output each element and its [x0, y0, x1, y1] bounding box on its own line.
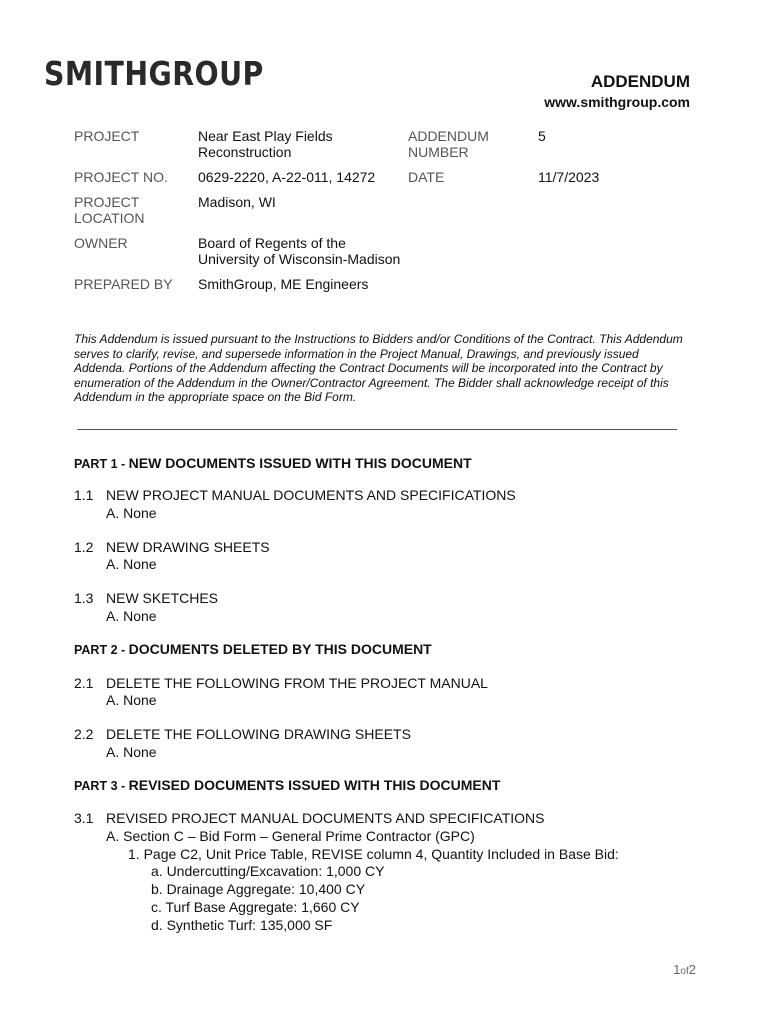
intro-paragraph: This Addendum is issued pursuant to the Instructions to Bidders and/or Conditions of the Contract. This Addendum serves to clarify, revise, and supersede information in the Project Manual, Drawings, and previously issued Addenda. Portions of the Addendum affecting the Contract Documents will be incorporated into the Contract by enumeration of the Addendum in the Owner/Contractor Agreement. The Bidder shall acknowledge receipt of this Addendum in the appropriate space on the Bid Form.: [74, 332, 683, 404]
part-2-number: PART 2 -: [74, 643, 129, 657]
divider: [77, 429, 677, 430]
item-2-1: [74, 675, 488, 692]
item-number: 2.1: [74, 675, 94, 691]
date-value: 11/7/2023: [538, 169, 600, 185]
list-item: c. Turf Base Aggregate: 1,660 CY: [151, 899, 360, 915]
project-value-line1: Near East Play Fields: [198, 128, 333, 144]
project-label: PROJECT: [74, 128, 140, 144]
document-title: ADDENDUM: [590, 72, 690, 91]
item-1-3: [74, 590, 218, 607]
page-total: 2: [688, 962, 696, 977]
prepared-by-label: PREPARED BY: [74, 276, 173, 292]
item-text: NEW PROJECT MANUAL DOCUMENTS AND SPECIFICATIONS: [106, 487, 516, 503]
part-2-heading: [74, 641, 432, 657]
date-label: DATE: [408, 169, 445, 185]
list-item: a. Undercutting/Excavation: 1,000 CY: [151, 863, 385, 879]
item-number: 1.2: [74, 539, 94, 555]
item-number: 3.1: [74, 810, 94, 826]
location-label: [74, 194, 198, 226]
item-number: 2.2: [74, 726, 94, 742]
item-number: 1.3: [74, 590, 94, 606]
location-value: Madison, WI: [198, 194, 276, 210]
prepared-by-value: SmithGroup, ME Engineers: [198, 276, 369, 292]
page-of: of: [680, 966, 689, 977]
info-row-prepared-by: [74, 276, 599, 292]
smithgroup-logo: SMITHGROUP: [44, 54, 264, 93]
item-number: 1.1: [74, 487, 94, 503]
list-item: d. Synthetic Turf: 135,000 SF: [151, 917, 333, 933]
item-text: NEW SKETCHES: [106, 590, 219, 606]
part-3-title: REVISED DOCUMENTS ISSUED WITH THIS DOCUMENT: [128, 777, 501, 793]
owner-value-line1: Board of Regents of the: [198, 235, 346, 251]
location-label-line1: PROJECT: [74, 194, 140, 210]
item-3-1-subsub: 1. Page C2, Unit Price Table, REVISE column 4, Quantity Included in Base Bid:: [128, 846, 619, 862]
project-no-label: PROJECT NO.: [74, 169, 168, 185]
addendum-number-value: 5: [538, 128, 546, 144]
item-text: DELETE THE FOLLOWING FROM THE PROJECT MANUAL: [106, 675, 488, 691]
part-1-title: NEW DOCUMENTS ISSUED WITH THIS DOCUMENT: [128, 455, 472, 471]
addendum-number-label: [408, 128, 538, 160]
item-3-1: [74, 810, 544, 827]
item-1-1-sub: A. None: [106, 505, 157, 521]
item-1-3-sub: A. None: [106, 608, 157, 624]
project-value-line2: Reconstruction: [198, 144, 292, 160]
info-row-project: [74, 128, 599, 160]
project-no-value: 0629-2220, A-22-011, 14272: [198, 169, 376, 185]
addendum-number-label-line2: NUMBER: [408, 144, 469, 160]
item-text: DELETE THE FOLLOWING DRAWING SHEETS: [106, 726, 411, 742]
item-text: NEW DRAWING SHEETS: [106, 539, 270, 555]
item-1-2: [74, 539, 270, 556]
part-3-number: PART 3 -: [74, 779, 129, 793]
part-1-number: PART 1 -: [74, 457, 129, 471]
location-label-line2: LOCATION: [74, 210, 145, 226]
item-text: REVISED PROJECT MANUAL DOCUMENTS AND SPECIFICATIONS: [106, 810, 545, 826]
page-number: [673, 962, 696, 977]
website-link[interactable]: www.smithgroup.com: [544, 94, 690, 110]
info-row-project-no: [74, 169, 599, 185]
item-2-2: [74, 726, 411, 743]
list-item: b. Drainage Aggregate: 10,400 CY: [151, 881, 366, 897]
part-3-heading: [74, 777, 500, 793]
info-row-location: [74, 194, 599, 226]
item-2-1-sub: A. None: [106, 692, 157, 708]
owner-label: OWNER: [74, 235, 128, 251]
info-row-owner: [74, 235, 599, 267]
item-3-1-sub: A. Section C – Bid Form – General Prime Contractor (GPC): [106, 828, 475, 844]
item-2-2-sub: A. None: [106, 744, 157, 760]
page-current: 1: [673, 962, 681, 977]
item-1-2-sub: A. None: [106, 556, 157, 572]
part-2-title: DOCUMENTS DELETED BY THIS DOCUMENT: [128, 641, 432, 657]
owner-value-line2: University of Wisconsin-Madison: [198, 251, 401, 267]
item-1-1: [74, 487, 516, 504]
project-value: [198, 128, 408, 160]
part-1-heading: [74, 455, 472, 471]
addendum-number-label-line1: ADDENDUM: [408, 128, 489, 144]
owner-value: [198, 235, 458, 267]
project-info-table: [74, 128, 599, 301]
